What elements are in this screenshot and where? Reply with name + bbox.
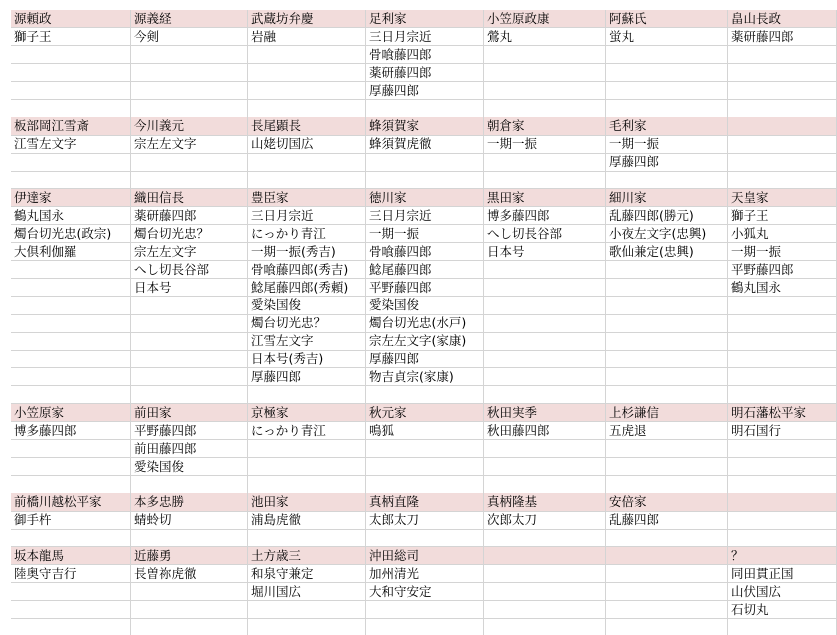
- empty-cell[interactable]: [366, 386, 484, 404]
- empty-cell[interactable]: [728, 46, 837, 64]
- empty-cell[interactable]: [11, 368, 131, 386]
- empty-cell[interactable]: [606, 261, 728, 279]
- empty-cell[interactable]: [248, 619, 366, 635]
- data-cell[interactable]: 燭台切光忠？: [131, 225, 248, 243]
- data-cell[interactable]: 一期一振: [484, 135, 606, 153]
- empty-cell[interactable]: [606, 529, 728, 547]
- empty-cell[interactable]: [366, 171, 484, 189]
- empty-cell[interactable]: [131, 386, 248, 404]
- header-cell[interactable]: 安倍家: [606, 493, 728, 511]
- empty-cell[interactable]: [728, 100, 837, 118]
- data-cell[interactable]: 宗左左文字(家康): [366, 332, 484, 350]
- header-cell[interactable]: [606, 547, 728, 565]
- empty-cell[interactable]: [728, 619, 837, 635]
- empty-cell[interactable]: [131, 350, 248, 368]
- data-cell[interactable]: 平野藤四郎: [728, 261, 837, 279]
- data-cell[interactable]: 三日月宗近: [366, 207, 484, 225]
- header-cell[interactable]: 秋田実季: [484, 404, 606, 422]
- empty-cell[interactable]: [606, 619, 728, 635]
- empty-cell[interactable]: [11, 171, 131, 189]
- header-cell[interactable]: [728, 117, 837, 135]
- empty-cell[interactable]: [606, 368, 728, 386]
- empty-cell[interactable]: [606, 440, 728, 458]
- empty-cell[interactable]: [248, 601, 366, 619]
- data-cell[interactable]: 同田貫正国: [728, 565, 837, 583]
- empty-cell[interactable]: [606, 583, 728, 601]
- header-cell[interactable]: 長尾顕長: [248, 117, 366, 135]
- data-cell[interactable]: 小狐丸: [728, 225, 837, 243]
- empty-cell[interactable]: [728, 368, 837, 386]
- empty-cell[interactable]: [606, 475, 728, 493]
- header-cell[interactable]: 武蔵坊弁慶: [248, 10, 366, 28]
- data-cell[interactable]: 歌仙兼定(忠興): [606, 243, 728, 261]
- header-cell[interactable]: 徳川家: [366, 189, 484, 207]
- empty-cell[interactable]: [728, 475, 837, 493]
- data-cell[interactable]: 小夜左文字(忠興): [606, 225, 728, 243]
- empty-cell[interactable]: [484, 171, 606, 189]
- empty-cell[interactable]: [131, 100, 248, 118]
- empty-cell[interactable]: [484, 386, 606, 404]
- empty-cell[interactable]: [366, 529, 484, 547]
- empty-cell[interactable]: [248, 386, 366, 404]
- empty-cell[interactable]: [11, 529, 131, 547]
- data-cell[interactable]: 岩融: [248, 28, 366, 46]
- empty-cell[interactable]: [484, 82, 606, 100]
- header-cell[interactable]: 近藤勇: [131, 547, 248, 565]
- data-cell[interactable]: 三日月宗近: [366, 28, 484, 46]
- empty-cell[interactable]: [484, 314, 606, 332]
- header-cell[interactable]: 前橋川越松平家: [11, 493, 131, 511]
- empty-cell[interactable]: [606, 64, 728, 82]
- header-cell[interactable]: ？: [728, 547, 837, 565]
- empty-cell[interactable]: [366, 475, 484, 493]
- header-cell[interactable]: 織田信長: [131, 189, 248, 207]
- data-cell[interactable]: 一期一振: [606, 135, 728, 153]
- empty-cell[interactable]: [606, 46, 728, 64]
- empty-cell[interactable]: [131, 583, 248, 601]
- empty-cell[interactable]: [606, 565, 728, 583]
- empty-cell[interactable]: [484, 475, 606, 493]
- data-cell[interactable]: 一期一振: [728, 243, 837, 261]
- empty-cell[interactable]: [484, 332, 606, 350]
- empty-cell[interactable]: [728, 64, 837, 82]
- empty-cell[interactable]: [484, 296, 606, 314]
- data-cell[interactable]: 愛染国俊: [366, 296, 484, 314]
- empty-cell[interactable]: [248, 440, 366, 458]
- data-cell[interactable]: 乱藤四郎(勝元): [606, 207, 728, 225]
- header-cell[interactable]: 豊臣家: [248, 189, 366, 207]
- empty-cell[interactable]: [484, 601, 606, 619]
- empty-cell[interactable]: [606, 332, 728, 350]
- data-cell[interactable]: 長曽祢虎徹: [131, 565, 248, 583]
- empty-cell[interactable]: [131, 529, 248, 547]
- empty-cell[interactable]: [366, 440, 484, 458]
- empty-cell[interactable]: [11, 440, 131, 458]
- header-cell[interactable]: 本多忠勝: [131, 493, 248, 511]
- empty-cell[interactable]: [131, 82, 248, 100]
- data-cell[interactable]: 陸奥守吉行: [11, 565, 131, 583]
- empty-cell[interactable]: [131, 475, 248, 493]
- data-cell[interactable]: 御手杵: [11, 511, 131, 529]
- header-cell[interactable]: 板部岡江雪斎: [11, 117, 131, 135]
- empty-cell[interactable]: [131, 619, 248, 635]
- data-cell[interactable]: 厚藤四郎: [366, 350, 484, 368]
- empty-cell[interactable]: [728, 529, 837, 547]
- data-cell[interactable]: 三日月宗近: [248, 207, 366, 225]
- data-cell[interactable]: 燭台切光忠(水戸): [366, 314, 484, 332]
- header-cell[interactable]: 明石藩松平家: [728, 404, 837, 422]
- data-cell[interactable]: 平野藤四郎: [131, 422, 248, 440]
- data-cell[interactable]: にっかり青江: [248, 422, 366, 440]
- data-cell[interactable]: 大和守安定: [366, 583, 484, 601]
- data-cell[interactable]: 蜻蛉切: [131, 511, 248, 529]
- empty-cell[interactable]: [606, 296, 728, 314]
- empty-cell[interactable]: [248, 64, 366, 82]
- empty-cell[interactable]: [606, 601, 728, 619]
- empty-cell[interactable]: [728, 332, 837, 350]
- data-cell[interactable]: 厚藤四郎: [248, 368, 366, 386]
- empty-cell[interactable]: [728, 135, 837, 153]
- empty-cell[interactable]: [131, 314, 248, 332]
- empty-cell[interactable]: [131, 64, 248, 82]
- empty-cell[interactable]: [484, 458, 606, 476]
- empty-cell[interactable]: [248, 100, 366, 118]
- data-cell[interactable]: 薬研藤四郎: [131, 207, 248, 225]
- empty-cell[interactable]: [728, 350, 837, 368]
- empty-cell[interactable]: [728, 82, 837, 100]
- empty-cell[interactable]: [131, 368, 248, 386]
- data-cell[interactable]: 堀川国広: [248, 583, 366, 601]
- data-cell[interactable]: 石切丸: [728, 601, 837, 619]
- empty-cell[interactable]: [248, 153, 366, 171]
- data-cell[interactable]: 日本号: [131, 279, 248, 297]
- header-cell[interactable]: 小笠原家: [11, 404, 131, 422]
- data-cell[interactable]: 乱藤四郎: [606, 511, 728, 529]
- empty-cell[interactable]: [11, 583, 131, 601]
- data-cell[interactable]: 一期一振(秀吉): [248, 243, 366, 261]
- data-cell[interactable]: 厚藤四郎: [366, 82, 484, 100]
- empty-cell[interactable]: [484, 619, 606, 635]
- header-cell[interactable]: 坂本龍馬: [11, 547, 131, 565]
- empty-cell[interactable]: [248, 171, 366, 189]
- empty-cell[interactable]: [484, 64, 606, 82]
- data-cell[interactable]: 山姥切国広: [248, 135, 366, 153]
- data-cell[interactable]: にっかり青江: [248, 225, 366, 243]
- empty-cell[interactable]: [11, 296, 131, 314]
- empty-cell[interactable]: [248, 475, 366, 493]
- empty-cell[interactable]: [728, 458, 837, 476]
- data-cell[interactable]: 愛染国俊: [131, 458, 248, 476]
- data-cell[interactable]: 鶴丸国永: [728, 279, 837, 297]
- empty-cell[interactable]: [248, 46, 366, 64]
- data-cell[interactable]: 博多藤四郎: [11, 422, 131, 440]
- empty-cell[interactable]: [11, 279, 131, 297]
- data-cell[interactable]: 燭台切光忠(政宗): [11, 225, 131, 243]
- data-cell[interactable]: 次郎太刀: [484, 511, 606, 529]
- header-cell[interactable]: 秋元家: [366, 404, 484, 422]
- header-cell[interactable]: 小笠原政康: [484, 10, 606, 28]
- header-cell[interactable]: 足利家: [366, 10, 484, 28]
- data-cell[interactable]: へし切長谷部: [484, 225, 606, 243]
- header-cell[interactable]: 朝倉家: [484, 117, 606, 135]
- data-cell[interactable]: 宗左左文字: [131, 135, 248, 153]
- empty-cell[interactable]: [11, 261, 131, 279]
- data-cell[interactable]: 鯰尾藤四郎: [366, 261, 484, 279]
- empty-cell[interactable]: [484, 153, 606, 171]
- header-cell[interactable]: 源義経: [131, 10, 248, 28]
- data-cell[interactable]: 前田藤四郎: [131, 440, 248, 458]
- data-cell[interactable]: 山伏国広: [728, 583, 837, 601]
- data-cell[interactable]: 日本号: [484, 243, 606, 261]
- empty-cell[interactable]: [11, 601, 131, 619]
- empty-cell[interactable]: [366, 100, 484, 118]
- data-cell[interactable]: 鶯丸: [484, 28, 606, 46]
- empty-cell[interactable]: [11, 475, 131, 493]
- header-cell[interactable]: 蜂須賀家: [366, 117, 484, 135]
- header-cell[interactable]: 京極家: [248, 404, 366, 422]
- header-cell[interactable]: 伊達家: [11, 189, 131, 207]
- empty-cell[interactable]: [11, 619, 131, 635]
- empty-cell[interactable]: [484, 565, 606, 583]
- data-cell[interactable]: 日本号(秀吉): [248, 350, 366, 368]
- empty-cell[interactable]: [366, 153, 484, 171]
- data-cell[interactable]: 獅子王: [728, 207, 837, 225]
- empty-cell[interactable]: [11, 332, 131, 350]
- empty-cell[interactable]: [11, 386, 131, 404]
- data-cell[interactable]: 加州清光: [366, 565, 484, 583]
- empty-cell[interactable]: [484, 529, 606, 547]
- header-cell[interactable]: [484, 547, 606, 565]
- data-cell[interactable]: 明石国行: [728, 422, 837, 440]
- data-cell[interactable]: 江雪左文字: [11, 135, 131, 153]
- empty-cell[interactable]: [606, 314, 728, 332]
- data-cell[interactable]: 厚藤四郎: [606, 153, 728, 171]
- empty-cell[interactable]: [728, 296, 837, 314]
- empty-cell[interactable]: [11, 314, 131, 332]
- header-cell[interactable]: 上杉謙信: [606, 404, 728, 422]
- empty-cell[interactable]: [11, 350, 131, 368]
- empty-cell[interactable]: [484, 100, 606, 118]
- empty-cell[interactable]: [728, 511, 837, 529]
- empty-cell[interactable]: [131, 153, 248, 171]
- header-cell[interactable]: 真柄直隆: [366, 493, 484, 511]
- empty-cell[interactable]: [606, 350, 728, 368]
- header-cell[interactable]: 真柄隆基: [484, 493, 606, 511]
- empty-cell[interactable]: [131, 601, 248, 619]
- data-cell[interactable]: 五虎退: [606, 422, 728, 440]
- empty-cell[interactable]: [606, 100, 728, 118]
- header-cell[interactable]: 畠山長政: [728, 10, 837, 28]
- data-cell[interactable]: 物吉貞宗(家康): [366, 368, 484, 386]
- empty-cell[interactable]: [131, 171, 248, 189]
- empty-cell[interactable]: [366, 601, 484, 619]
- empty-cell[interactable]: [606, 279, 728, 297]
- header-cell[interactable]: 阿蘇氏: [606, 10, 728, 28]
- data-cell[interactable]: 骨喰藤四郎(秀吉): [248, 261, 366, 279]
- empty-cell[interactable]: [728, 171, 837, 189]
- empty-cell[interactable]: [131, 46, 248, 64]
- header-cell[interactable]: 細川家: [606, 189, 728, 207]
- empty-cell[interactable]: [728, 440, 837, 458]
- empty-cell[interactable]: [11, 82, 131, 100]
- header-cell[interactable]: 土方歳三: [248, 547, 366, 565]
- empty-cell[interactable]: [484, 583, 606, 601]
- empty-cell[interactable]: [11, 100, 131, 118]
- header-cell[interactable]: 毛利家: [606, 117, 728, 135]
- empty-cell[interactable]: [484, 46, 606, 64]
- empty-cell[interactable]: [606, 82, 728, 100]
- data-cell[interactable]: 大倶利伽羅: [11, 243, 131, 261]
- data-cell[interactable]: 一期一振: [366, 225, 484, 243]
- empty-cell[interactable]: [484, 350, 606, 368]
- empty-cell[interactable]: [728, 153, 837, 171]
- empty-cell[interactable]: [366, 458, 484, 476]
- header-cell[interactable]: 黒田家: [484, 189, 606, 207]
- data-cell[interactable]: 江雪左文字: [248, 332, 366, 350]
- empty-cell[interactable]: [11, 64, 131, 82]
- empty-cell[interactable]: [484, 279, 606, 297]
- data-cell[interactable]: 蜂須賀虎徹: [366, 135, 484, 153]
- header-cell[interactable]: 沖田総司: [366, 547, 484, 565]
- data-cell[interactable]: 今剣: [131, 28, 248, 46]
- data-cell[interactable]: 骨喰藤四郎: [366, 243, 484, 261]
- empty-cell[interactable]: [366, 619, 484, 635]
- header-cell[interactable]: 源頼政: [11, 10, 131, 28]
- empty-cell[interactable]: [606, 458, 728, 476]
- data-cell[interactable]: 獅子王: [11, 28, 131, 46]
- data-cell[interactable]: 鳴狐: [366, 422, 484, 440]
- empty-cell[interactable]: [11, 458, 131, 476]
- empty-cell[interactable]: [606, 171, 728, 189]
- empty-cell[interactable]: [131, 296, 248, 314]
- data-cell[interactable]: 博多藤四郎: [484, 207, 606, 225]
- data-cell[interactable]: 和泉守兼定: [248, 565, 366, 583]
- data-cell[interactable]: 薬研藤四郎: [728, 28, 837, 46]
- header-cell[interactable]: 前田家: [131, 404, 248, 422]
- data-cell[interactable]: 太郎太刀: [366, 511, 484, 529]
- empty-cell[interactable]: [484, 368, 606, 386]
- header-cell[interactable]: [728, 493, 837, 511]
- empty-cell[interactable]: [606, 386, 728, 404]
- data-cell[interactable]: 愛染国俊: [248, 296, 366, 314]
- empty-cell[interactable]: [248, 82, 366, 100]
- data-cell[interactable]: へし切長谷部: [131, 261, 248, 279]
- header-cell[interactable]: 今川義元: [131, 117, 248, 135]
- data-cell[interactable]: 蛍丸: [606, 28, 728, 46]
- data-cell[interactable]: 秋田藤四郎: [484, 422, 606, 440]
- empty-cell[interactable]: [484, 261, 606, 279]
- empty-cell[interactable]: [728, 386, 837, 404]
- header-cell[interactable]: 天皇家: [728, 189, 837, 207]
- empty-cell[interactable]: [248, 458, 366, 476]
- data-cell[interactable]: 鶴丸国永: [11, 207, 131, 225]
- empty-cell[interactable]: [248, 529, 366, 547]
- empty-cell[interactable]: [11, 46, 131, 64]
- empty-cell[interactable]: [11, 153, 131, 171]
- data-cell[interactable]: 燭台切光忠？: [248, 314, 366, 332]
- empty-cell[interactable]: [728, 314, 837, 332]
- empty-cell[interactable]: [484, 440, 606, 458]
- header-cell[interactable]: 池田家: [248, 493, 366, 511]
- data-cell[interactable]: 鯰尾藤四郎(秀頼): [248, 279, 366, 297]
- empty-cell[interactable]: [131, 332, 248, 350]
- data-cell[interactable]: 浦島虎徹: [248, 511, 366, 529]
- data-cell[interactable]: 平野藤四郎: [366, 279, 484, 297]
- data-cell[interactable]: 薬研藤四郎: [366, 64, 484, 82]
- data-cell[interactable]: 宗左左文字: [131, 243, 248, 261]
- data-cell[interactable]: 骨喰藤四郎: [366, 46, 484, 64]
